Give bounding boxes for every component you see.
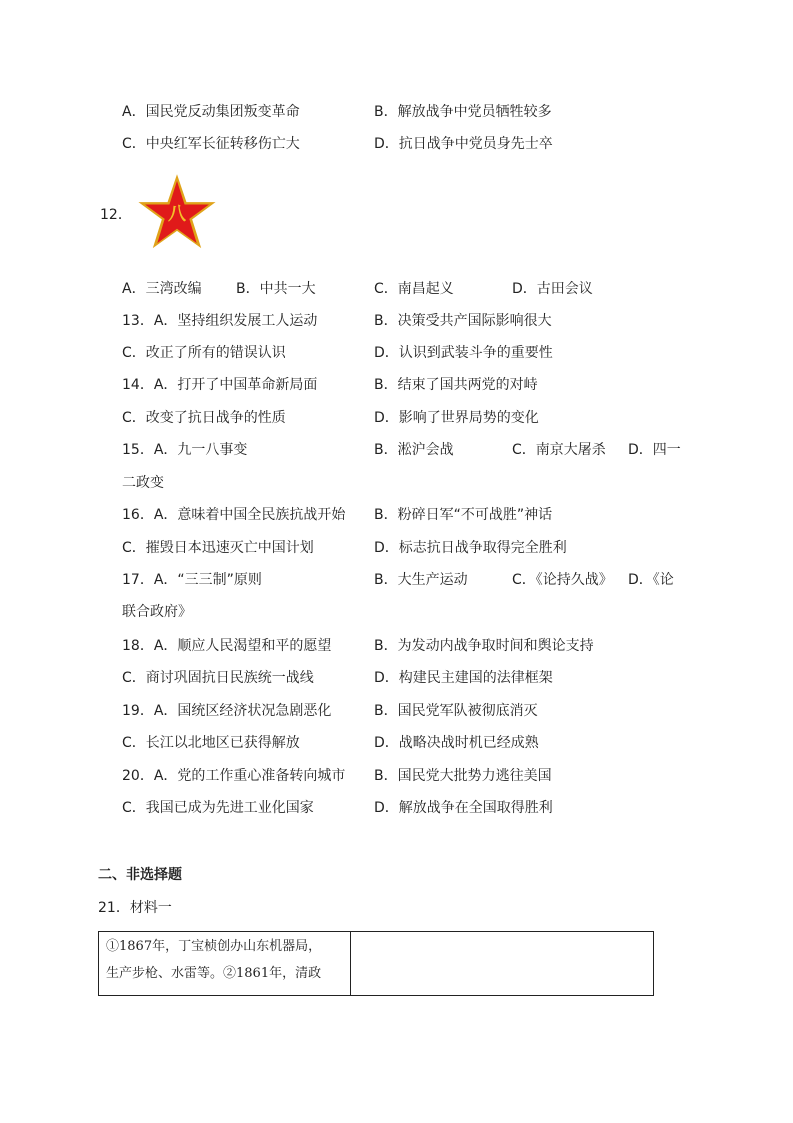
option-text: D．抗日战争中党员身先士卒 bbox=[374, 136, 553, 152]
option-text: C．南昌起义 bbox=[374, 281, 454, 297]
option-text: 12． bbox=[100, 207, 132, 223]
option-text: B．淞沪会战 bbox=[374, 442, 454, 458]
material-table bbox=[98, 931, 654, 996]
option-text: 14．A．打开了中国革命新局面 bbox=[122, 377, 318, 393]
option-text: 18．A．顺应人民渴望和平的愿望 bbox=[122, 638, 332, 654]
option-text: A．三湾改编 bbox=[122, 281, 202, 297]
option-text: C．《论持久战》 bbox=[512, 572, 613, 588]
option-text: C．我国已成为先进工业化国家 bbox=[122, 800, 314, 816]
option-text: B．国民党大批势力逃往美国 bbox=[374, 768, 552, 784]
option-text: C．南京大屠杀 bbox=[512, 442, 606, 458]
option-text: D．认识到武装斗争的重要性 bbox=[374, 345, 553, 361]
option-text: A．国民党反动集团叛变革命 bbox=[122, 104, 300, 120]
option-text: C．改正了所有的错误认识 bbox=[122, 345, 286, 361]
army-star-emblem bbox=[136, 172, 218, 252]
option-text: C．长江以北地区已获得解放 bbox=[122, 735, 300, 751]
option-text: 15．A．九一八事变 bbox=[122, 442, 248, 458]
option-text: 19．A．国统区经济状况急剧恶化 bbox=[122, 703, 332, 719]
option-text: B．解放战争中党员牺牲较多 bbox=[374, 104, 552, 120]
option-text: D．影响了世界局势的变化 bbox=[374, 410, 539, 426]
option-text: 联合政府》 bbox=[122, 604, 192, 620]
option-text: B．粉碎日军“不可战胜”神话 bbox=[374, 507, 553, 523]
option-text: B．国民党军队被彻底消灭 bbox=[374, 703, 538, 719]
star-character: 八 bbox=[167, 204, 187, 226]
question-21-label: 21．材料一 bbox=[98, 900, 172, 916]
option-text: D．解放战争在全国取得胜利 bbox=[374, 800, 553, 816]
option-text: 17．A．“三三制”原则 bbox=[122, 572, 262, 588]
option-text: 20．A．党的工作重心准备转向城市 bbox=[122, 768, 346, 784]
option-text: 13．A．坚持组织发展工人运动 bbox=[122, 313, 318, 329]
option-text: C．商讨巩固抗日民族统一战线 bbox=[122, 670, 314, 686]
option-text: D．《论 bbox=[628, 572, 674, 588]
option-text: B．中共一大 bbox=[236, 281, 316, 297]
option-text: D．构建民主建国的法律框架 bbox=[374, 670, 553, 686]
option-text: 二政变 bbox=[122, 475, 164, 491]
option-text: B．结束了国共两党的对峙 bbox=[374, 377, 538, 393]
option-text: D．四一 bbox=[628, 442, 681, 458]
section-title: 二、非选择题 bbox=[98, 867, 182, 883]
option-text: B．决策受共产国际影响很大 bbox=[374, 313, 552, 329]
option-text: C．改变了抗日战争的性质 bbox=[122, 410, 286, 426]
table-divider bbox=[350, 932, 351, 995]
option-text: C．摧毁日本迅速灭亡中国计划 bbox=[122, 540, 314, 556]
option-text: 16．A．意味着中国全民族抗战开始 bbox=[122, 507, 346, 523]
option-text: D．标志抗日战争取得完全胜利 bbox=[374, 540, 567, 556]
option-text: B．为发动内战争取时间和舆论支持 bbox=[374, 638, 594, 654]
option-text: B．大生产运动 bbox=[374, 572, 468, 588]
option-text: C．中央红军长征转移伤亡大 bbox=[122, 136, 300, 152]
option-text: D．战略决战时机已经成熟 bbox=[374, 735, 539, 751]
material-line-1: ①1867年，丁宝桢创办山东机器局， bbox=[106, 939, 322, 954]
material-line-2: 生产步枪、水雷等。②1861年，清政 bbox=[106, 966, 322, 981]
option-text: D．古田会议 bbox=[512, 281, 593, 297]
